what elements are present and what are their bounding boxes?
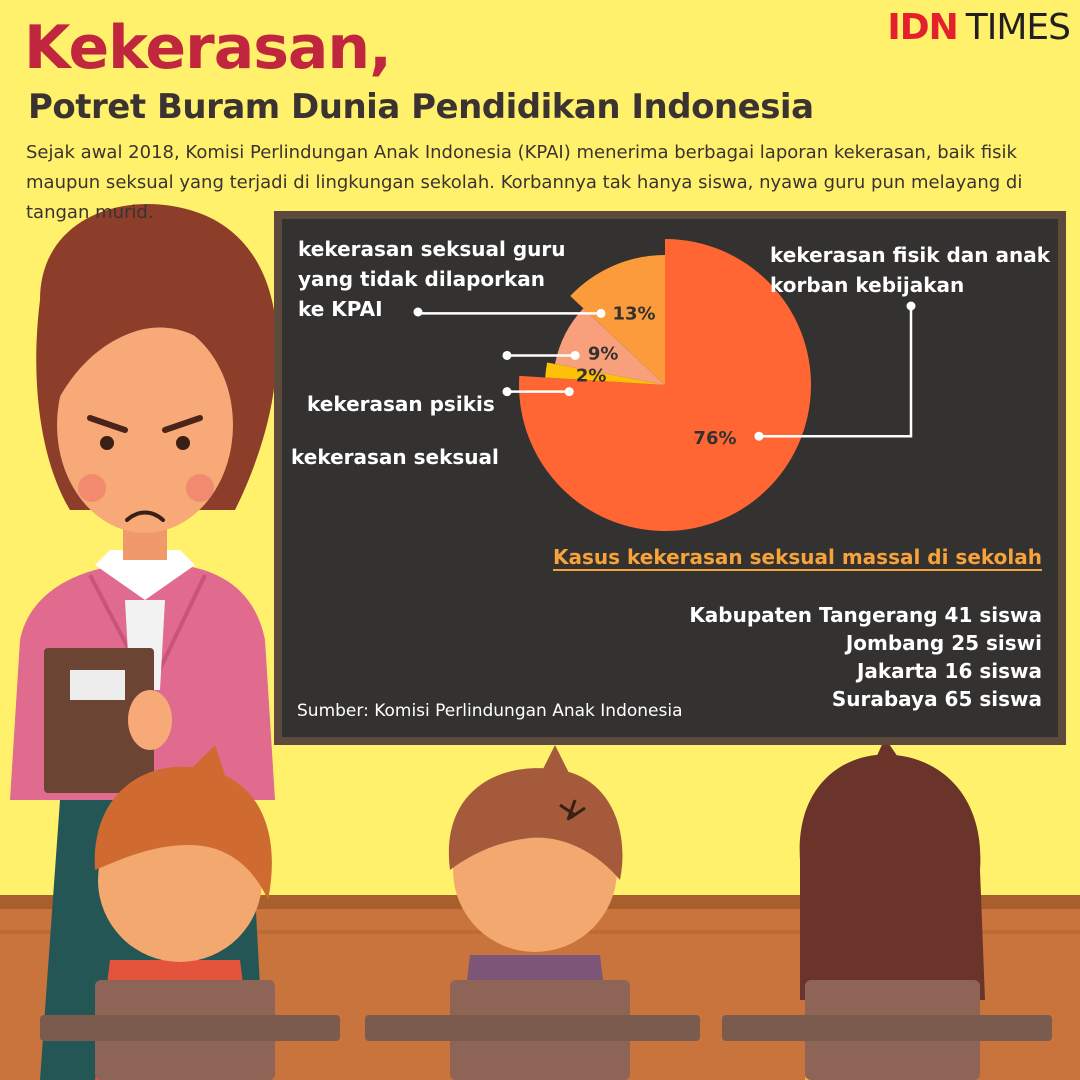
slice-fisik-value: 76%	[693, 428, 737, 450]
case-item: Kabupaten Tangerang 41 siswa	[689, 603, 1042, 627]
slice-seksual-value: 2%	[575, 365, 607, 387]
leader-seksual-dot	[503, 387, 512, 396]
category-label-psikis: kekerasan psikis	[307, 392, 495, 416]
case-item: Jakarta 16 siswa	[856, 659, 1042, 683]
brand-logo-idn: IDN	[887, 7, 958, 48]
leader-seksual-guru-dot	[597, 309, 606, 318]
case-item: Surabaya 65 siswa	[831, 687, 1042, 711]
leader-psikis-dot	[571, 351, 580, 360]
leader-seksual-dot	[565, 387, 574, 396]
category-label-seksual-guru: kekerasan seksual guru yang tidak dilaporkan ke KPAI	[298, 237, 566, 321]
source-note: Sumber: Komisi Perlindungan Anak Indonesia	[297, 701, 683, 721]
cases-title: Kasus kekerasan seksual massal di sekolah	[552, 545, 1042, 569]
category-label-seksual: kekerasan seksual	[291, 445, 499, 469]
brand-logo-times: TIMES	[965, 7, 1070, 48]
case-item: Jombang 25 siswi	[845, 631, 1042, 655]
leader-fisik-dot	[754, 432, 763, 441]
slice-psikis-value: 9%	[587, 343, 619, 365]
leader-psikis-dot	[503, 351, 512, 360]
category-label-fisik: kekerasan fisik dan anak korban kebijakan	[770, 243, 1051, 297]
leader-fisik-dot	[907, 302, 916, 311]
cases-list	[560, 601, 1042, 713]
page-subtitle: Potret Buram Dunia Pendidikan Indonesia	[28, 87, 814, 127]
slice-seksual-guru-value: 13%	[612, 303, 656, 325]
intro-paragraph: Sejak awal 2018, Komisi Perlindungan Anak Indonesia (KPAI) menerima berbagai laporan kekerasan, baik fisik maupun seksual yang terjadi di lingkungan sekolah. Korbannya tak hanya siswa, nyawa guru pun melayang di tangan murid.	[26, 142, 1023, 223]
page-title: Kekerasan,	[24, 13, 391, 83]
